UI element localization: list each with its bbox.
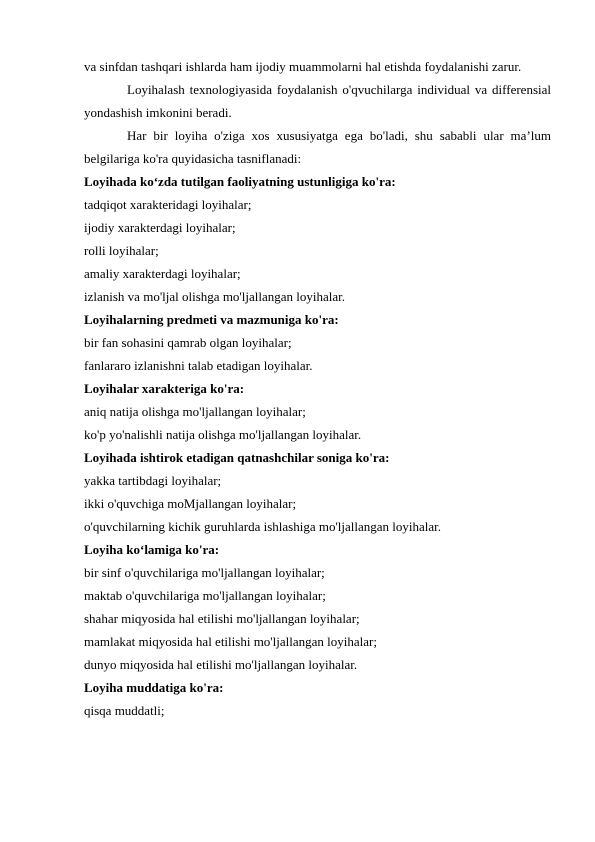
section-scope: [84, 538, 551, 676]
section-heading: Loyiha ko‘lamiga ko'ra:: [84, 542, 220, 557]
section-heading: Loyihada ishtirok etadigan qatnashchilar soniga ko'ra:: [84, 450, 390, 465]
section-subject: [84, 308, 551, 377]
paragraph: Har bir loyiha o'ziga xos xususiyatga ega bo'ladi, shu sababli ular ma’lum belgilariga ko'ra quyidasicha tasniflanadi:: [84, 128, 551, 166]
section-duration: [84, 676, 551, 722]
list-item: ijodiy xarakterdagi loyihalar;: [84, 220, 236, 235]
section-activity: [84, 170, 551, 308]
section-heading: Loyihada ko‘zda tutilgan faoliyatning ustunligiga ko'ra:: [84, 174, 396, 189]
list-item: bir sinf o'quvchilariga mo'ljallangan loyihalar;: [84, 565, 325, 580]
list-item: qisqa muddatli;: [84, 703, 165, 718]
list-item: dunyo miqyosida hal etilishi mo'ljallangan loyihalar.: [84, 657, 358, 672]
list-item: aniq natija olishga mo'ljallangan loyihalar;: [84, 404, 306, 419]
section-heading: Loyihalar xarakteriga ko'ra:: [84, 381, 245, 396]
paragraph: Loyihalash texnologiyasida foydalanish o'qvuchilarga individual va differensial yondashish imkonini beradi.: [84, 82, 551, 120]
section-character: [84, 377, 551, 446]
document-page: [84, 55, 551, 722]
list-item: ikki o'quvchiga moMjallangan loyihalar;: [84, 496, 297, 511]
list-item: shahar miqyosida hal etilishi mo'ljallangan loyihalar;: [84, 611, 360, 626]
list-item: mamlakat miqyosida hal etilishi mo'ljallangan loyihalar;: [84, 634, 377, 649]
section-participants: [84, 446, 551, 538]
section-heading: Loyiha muddatiga ko'ra:: [84, 680, 224, 695]
paragraph: va sinfdan tashqari ishlarda ham ijodiy muammolarni hal etishda foydalanishi zarur.: [84, 59, 522, 74]
list-item: o'quvchilarning kichik guruhlarda ishlashiga mo'ljallangan loyihalar.: [84, 519, 442, 534]
list-item: amaliy xarakterdagi loyihalar;: [84, 266, 241, 281]
list-item: tadqiqot xarakteridagi loyihalar;: [84, 197, 252, 212]
list-item: ko'p yo'nalishli natija olishga mo'ljallangan loyihalar.: [84, 427, 362, 442]
list-item: maktab o'quvchilariga mo'ljallangan loyihalar;: [84, 588, 326, 603]
list-item: izlanish va mo'ljal olishga mo'ljallangan loyihalar.: [84, 289, 346, 304]
list-item: bir fan sohasini qamrab olgan loyihalar;: [84, 335, 292, 350]
list-item: fanlararo izlanishni talab etadigan loyihalar.: [84, 358, 313, 373]
section-heading: Loyihalarning predmeti va mazmuniga ko'ra:: [84, 312, 339, 327]
list-item: yakka tartibdagi loyihalar;: [84, 473, 222, 488]
list-item: rolli loyihalar;: [84, 243, 159, 258]
